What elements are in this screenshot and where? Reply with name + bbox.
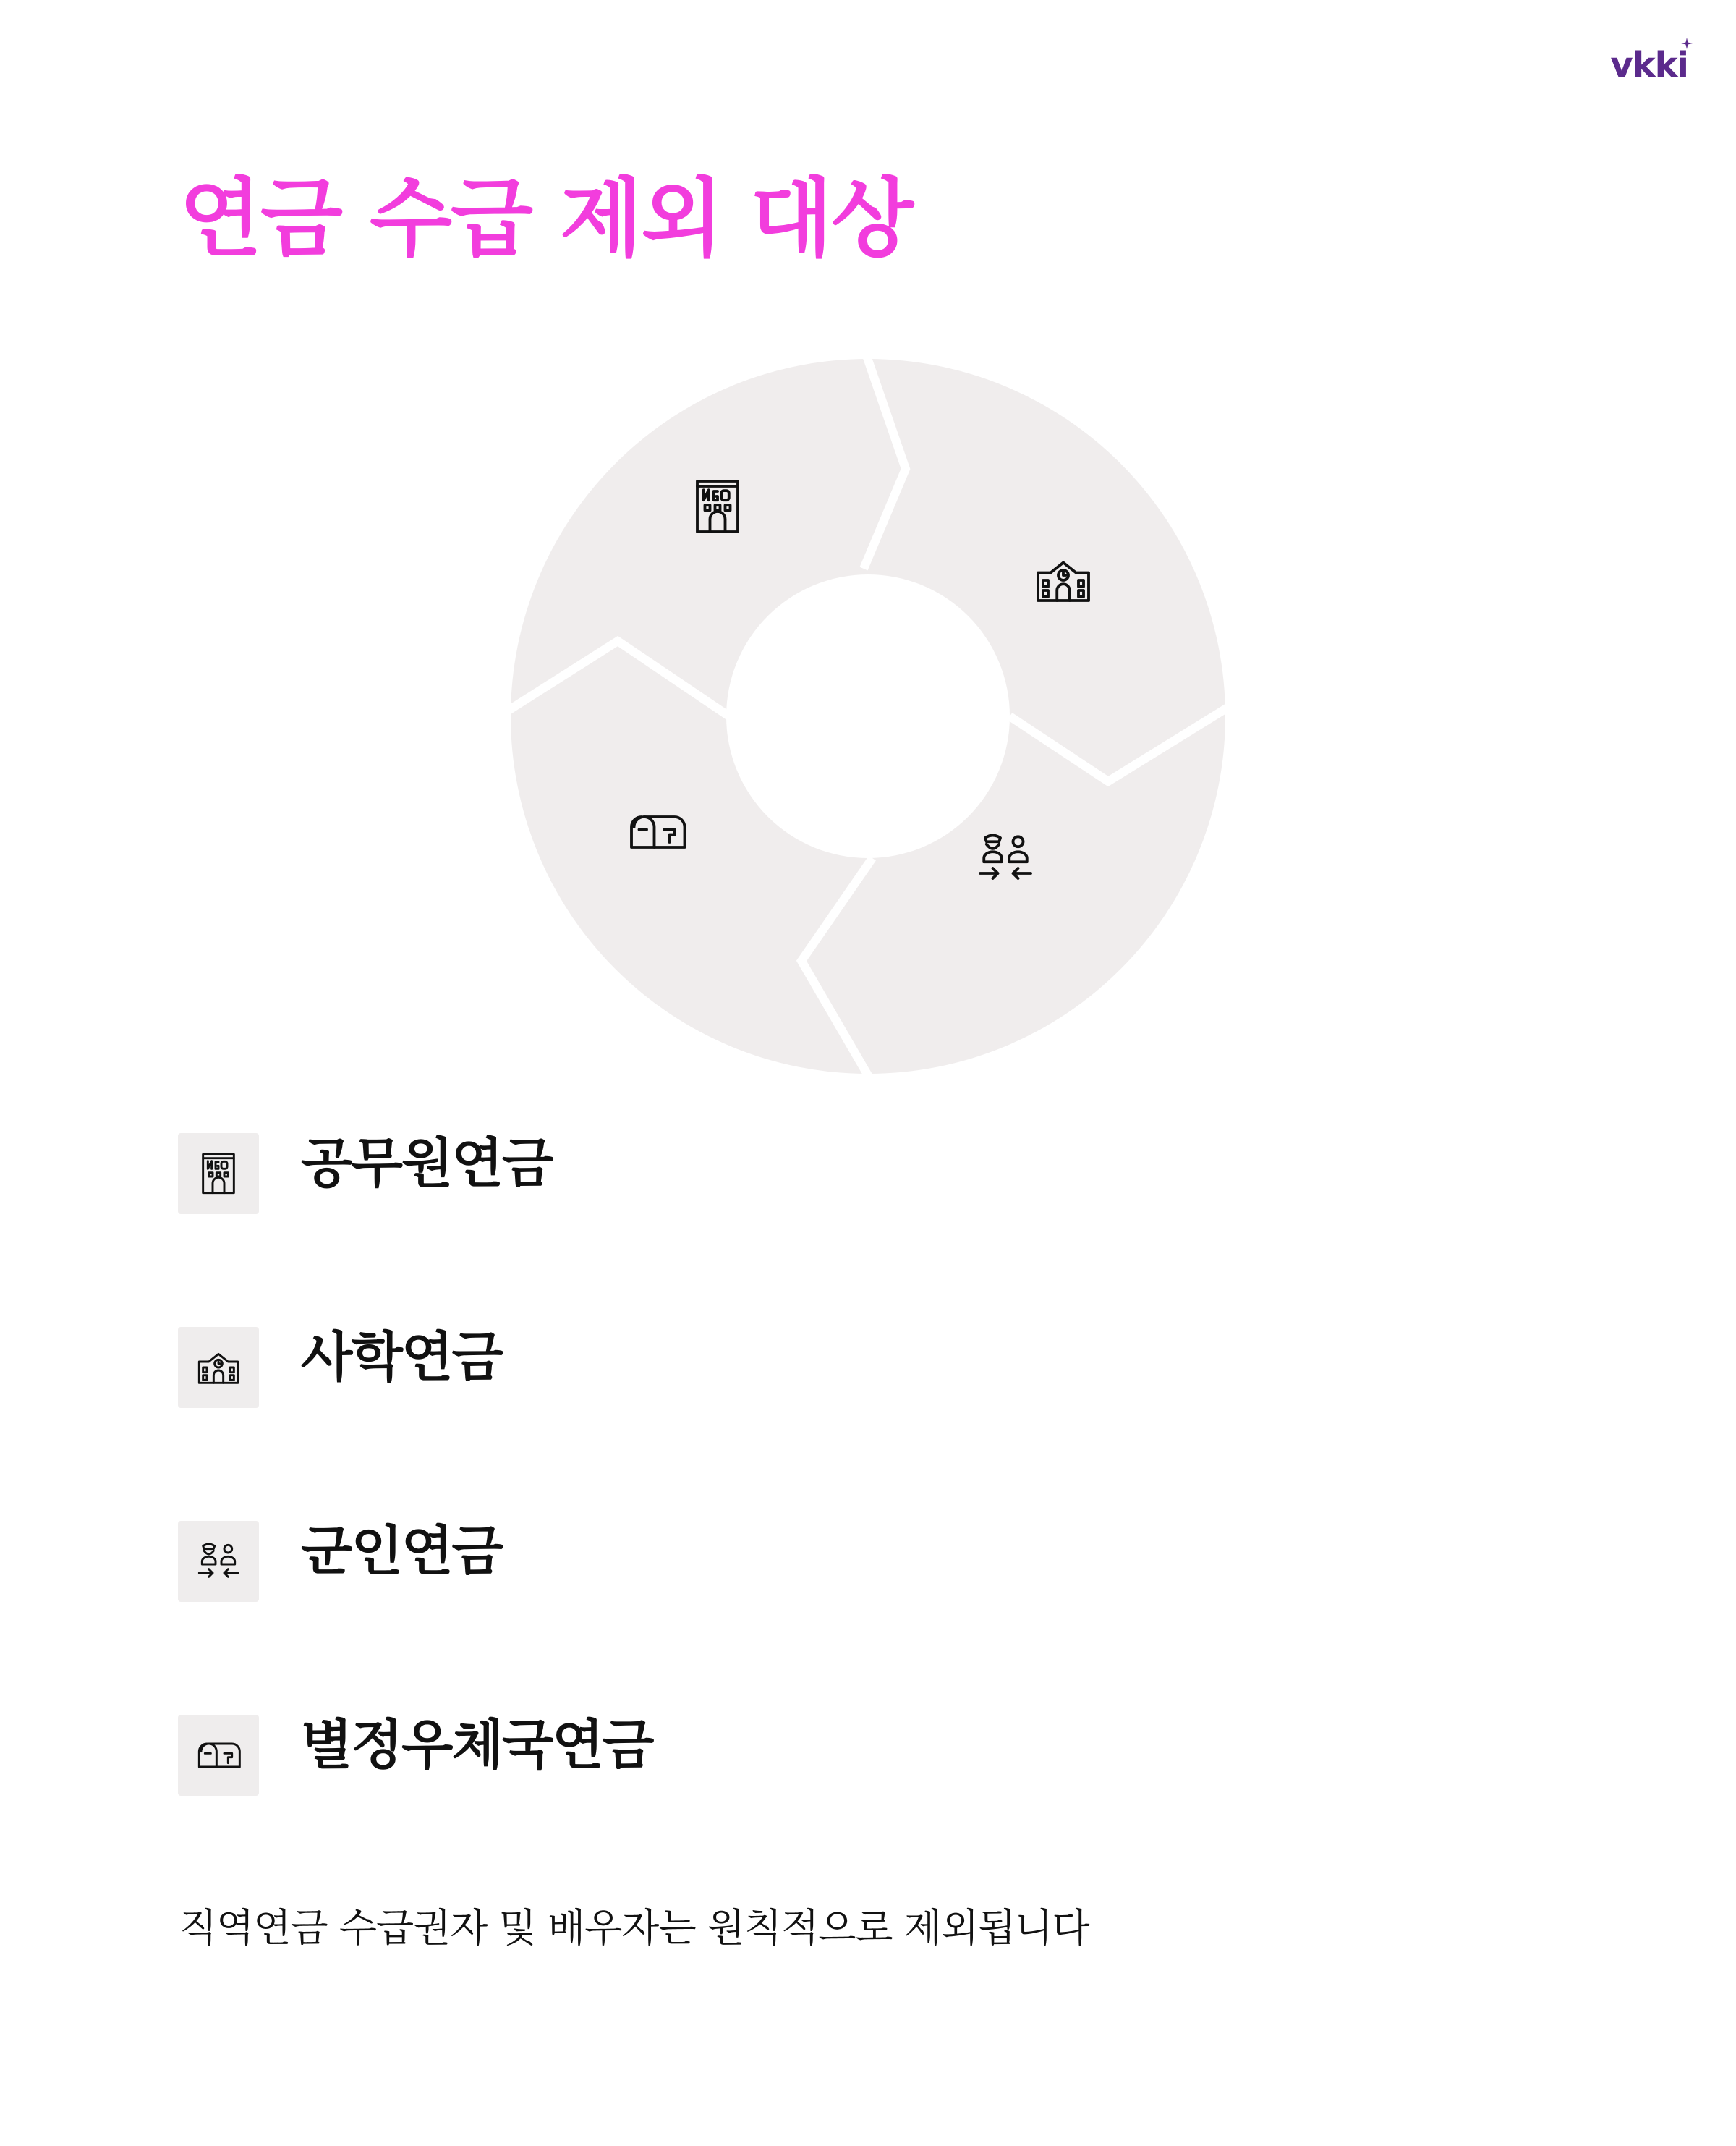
logo-text: vkki (1610, 45, 1688, 85)
cycle-diagram (499, 347, 1237, 1085)
school-building-icon (1033, 550, 1094, 611)
logo-star-icon (1681, 38, 1693, 49)
mailbox-icon (626, 802, 687, 862)
vkki-logo (1610, 45, 1688, 88)
legend-item-private-school-pension (178, 1327, 1335, 1408)
ngo-building-icon (687, 476, 748, 537)
legend-label: 군인연금 (301, 1520, 502, 1582)
legend-label: 사학연금 (301, 1326, 502, 1388)
mailbox-icon (195, 1732, 242, 1778)
legend-icon-box (178, 1327, 259, 1408)
legend-icon-box (178, 1133, 259, 1214)
legend-icon-box (178, 1521, 259, 1602)
military-exchange-icon (195, 1538, 242, 1585)
legend-item-civil-service-pension (178, 1133, 1335, 1214)
footnote: 직역연금 수급권자 및 배우자는 원칙적으로 제외됩니다 (179, 1905, 1089, 1951)
ring-fill (511, 359, 1225, 1074)
ngo-building-icon (195, 1150, 242, 1197)
school-building-icon (195, 1344, 242, 1391)
legend-item-military-pension (178, 1521, 1335, 1602)
page-title: 연금 수급 제외 대상 (179, 169, 913, 268)
military-exchange-icon (975, 828, 1036, 888)
legend-icon-box (178, 1715, 259, 1796)
legend-item-special-post-office-pension (178, 1715, 1335, 1796)
legend-label: 공무원연금 (301, 1132, 553, 1195)
donut-ring (499, 347, 1237, 1085)
legend-label: 별정우체국연금 (301, 1714, 653, 1776)
